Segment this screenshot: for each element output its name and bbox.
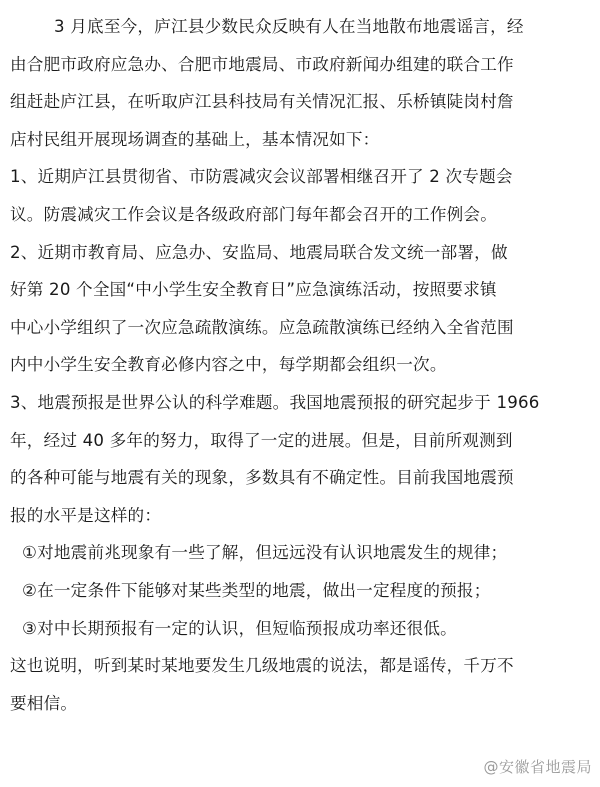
conclusion-paragraph xyxy=(10,647,592,722)
text-line: 这也说明，听到某时某地要发生几级地震的说法，都是谣传，千万不 xyxy=(10,656,514,676)
text-line: 由合肥市政府应急办、合肥市地震局、市政府新闻办组建的联合工作 xyxy=(10,54,514,74)
text-line: 好第 20 个全国“中小学生安全教育日”应急演练活动，按照要求镇 xyxy=(10,280,497,300)
point-1-paragraph xyxy=(10,158,592,233)
list-item: ③对中长期预报有一定的认识，但短临预报成功率还很低。 xyxy=(22,618,457,638)
forecast-levels-list xyxy=(10,534,592,647)
intro-paragraph xyxy=(10,8,592,158)
text-line: 报的水平是这样的： xyxy=(10,505,162,525)
text-line: 年，经过 40 多年的努力，取得了一定的进展。但是，目前所观测到 xyxy=(10,430,513,450)
text-line: 组赶赴庐江县，在听取庐江县科技局有关情况汇报、乐桥镇陡岗村詹 xyxy=(10,92,514,112)
text-line: 议。防震减灾工作会议是各级政府部门每年都会召开的工作例会。 xyxy=(10,204,498,224)
list-item: ①对地震前兆现象有一些了解，但远远没有认识地震发生的规律； xyxy=(22,543,508,563)
text-line: 1、近期庐江县贯彻省、市防震减灾会议部署相继召开了 2 次专题会 xyxy=(10,167,513,187)
text-line: 内中小学生安全教育必修内容之中，每学期都会组织一次。 xyxy=(10,355,447,375)
list-item: ②在一定条件下能够对某些类型的地震，做出一定程度的预报； xyxy=(22,580,491,600)
text-line: 要相信。 xyxy=(10,693,78,713)
text-line: 3、地震预报是世界公认的科学难题。我国地震预报的研究起步于 1966 xyxy=(10,392,540,412)
text-line: 中心小学组织了一次应急疏散演练。应急疏散演练已经纳入全省范围 xyxy=(10,317,514,337)
weibo-watermark: @安徽省地震局 xyxy=(483,758,592,776)
point-2-paragraph xyxy=(10,234,592,384)
text-line: 2、近期市教育局、应急办、安监局、地震局联合发文统一部署，做 xyxy=(10,242,508,262)
document-body xyxy=(10,8,592,722)
text-line: 的各种可能与地震有关的现象，多数具有不确定性。目前我国地震预 xyxy=(10,468,514,488)
text-line: 店村民组开展现场调查的基础上，基本情况如下： xyxy=(10,129,380,149)
point-3-paragraph xyxy=(10,384,592,534)
text-line: 3 月底至今，庐江县少数民众反映有人在当地散布地震谣言，经 xyxy=(54,17,524,36)
